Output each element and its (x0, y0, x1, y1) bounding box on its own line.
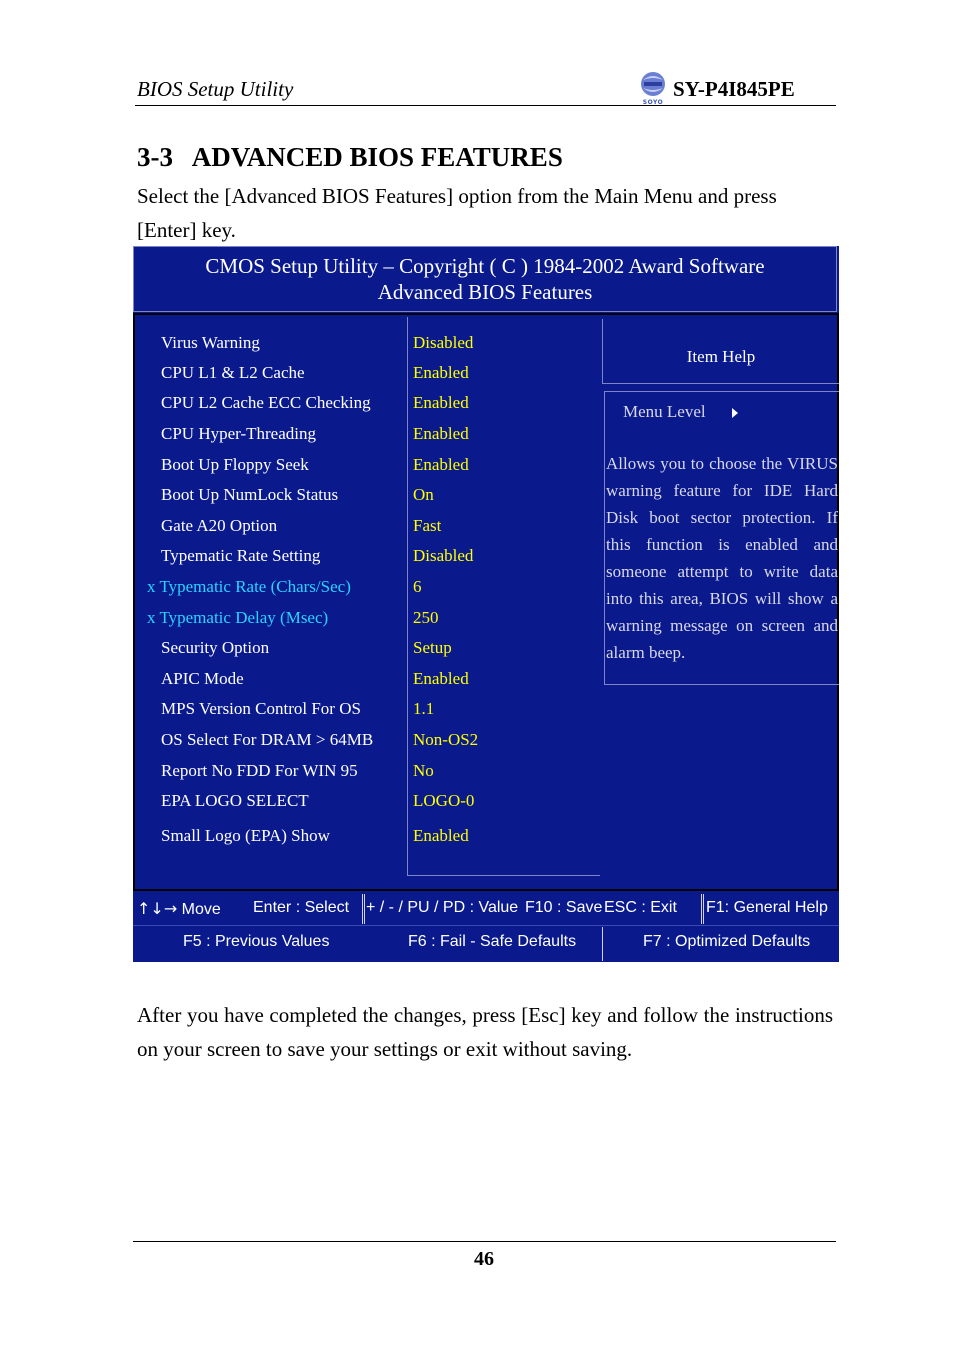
setting-label: Boot Up NumLock Status (161, 485, 339, 504)
footer-divider (133, 1241, 836, 1242)
key-previous: F5 : Previous Values (183, 933, 330, 950)
setting-label: Typematic Rate Setting (161, 546, 321, 565)
bios-title-line1: CMOS Setup Utility – Copyright ( C ) 1984-2002 Award Software (205, 254, 765, 278)
setting-label: MPS Version Control For OS (161, 699, 361, 718)
setting-row[interactable] (135, 511, 595, 541)
setting-value[interactable]: Disabled (413, 333, 474, 352)
setting-row[interactable] (135, 358, 595, 388)
setting-value[interactable]: Setup (413, 638, 452, 657)
logo-text: SOYO (642, 99, 664, 106)
setting-label: APIC Mode (161, 669, 244, 688)
setting-value[interactable]: Enabled (413, 826, 469, 845)
key-enter: Enter : Select (253, 899, 350, 916)
setting-row[interactable] (135, 694, 595, 724)
key-divider (364, 894, 365, 924)
key-divider (362, 894, 363, 924)
key-failsafe: F6 : Fail - Safe Defaults (408, 933, 577, 950)
setting-value[interactable]: Enabled (413, 363, 469, 382)
model-name: SY-P4I845PE (673, 76, 795, 101)
setting-row[interactable] (135, 821, 595, 851)
bios-title-bar (133, 246, 837, 312)
setting-row[interactable] (135, 603, 595, 633)
setting-value[interactable]: Enabled (413, 669, 469, 688)
setting-label: x Typematic Delay (Msec) (147, 608, 329, 627)
bios-title-line2: Advanced BIOS Features (377, 280, 593, 304)
setting-label: OS Select For DRAM > 64MB (161, 730, 374, 749)
item-help-body (604, 391, 839, 685)
setting-value[interactable]: Non-OS2 (413, 730, 479, 749)
header-divider (135, 105, 836, 106)
key-exit: ESC : Exit (604, 899, 677, 916)
key-save: F10 : Save (525, 899, 603, 916)
setting-row[interactable] (135, 419, 595, 449)
setting-row[interactable] (135, 664, 595, 694)
setting-label: CPU L1 & L2 Cache (161, 363, 305, 382)
header-brand (637, 70, 795, 104)
intro-paragraph: Select the [Advanced BIOS Features] option from the Main Menu and press [Enter] key. (137, 184, 777, 242)
setting-label: Virus Warning (161, 333, 260, 352)
setting-value[interactable]: No (413, 761, 434, 780)
page-number: 46 (474, 1248, 494, 1270)
setting-value[interactable]: 6 (413, 577, 422, 596)
setting-row[interactable] (135, 633, 595, 663)
setting-label: Security Option (161, 638, 270, 657)
key-move-label: Move (181, 901, 221, 918)
setting-value[interactable]: On (413, 485, 434, 504)
setting-label: Boot Up Floppy Seek (161, 455, 309, 474)
menu-level (623, 402, 738, 422)
setting-value[interactable]: Enabled (413, 393, 469, 412)
setting-row[interactable] (135, 572, 595, 602)
key-move (137, 899, 221, 919)
key-optimized: F7 : Optimized Defaults (643, 933, 811, 950)
setting-label: CPU Hyper-Threading (161, 424, 316, 443)
key-divider (703, 894, 704, 924)
bios-screen (133, 246, 839, 962)
setting-row[interactable] (135, 388, 595, 418)
menu-level-arrow-icon (732, 408, 738, 418)
setting-label: Report No FDD For WIN 95 (161, 761, 358, 780)
key-value: + / - / PU / PD : Value (366, 899, 519, 916)
key-help: F1: General Help (706, 899, 828, 916)
setting-row[interactable] (135, 328, 595, 358)
item-help-title: Item Help (602, 319, 839, 384)
setting-label: x Typematic Rate (Chars/Sec) (147, 577, 351, 596)
setting-value[interactable]: Enabled (413, 455, 469, 474)
menu-level-label: Menu Level (623, 402, 706, 421)
soyo-logo (637, 70, 669, 104)
section-title: 3-3 ADVANCED BIOS FEATURES (137, 142, 563, 172)
setting-row[interactable] (135, 756, 595, 786)
header-title: BIOS Setup Utility (137, 77, 294, 101)
setting-value[interactable]: 1.1 (413, 699, 435, 718)
closing-paragraph: After you have completed the changes, press [Esc] key and follow the instructions on your screen to save your settings or exit without saving. (137, 1003, 833, 1061)
key-divider (602, 927, 603, 961)
setting-value[interactable]: 250 (413, 608, 439, 627)
setting-value[interactable]: LOGO-0 (413, 791, 475, 810)
legend-divider (133, 925, 839, 926)
item-help-text: Allows you to choose the VIRUS warning feature for IDE Hard Disk boot sector protection. If this function is enabled and someone attempt to write data into this area, BIOS will show a warning message on screen and alarm beep. (606, 454, 838, 662)
setting-label: Gate A20 Option (161, 516, 278, 535)
setting-value[interactable]: Enabled (413, 424, 469, 443)
setting-label: Small Logo (EPA) Show (161, 826, 330, 845)
setting-row[interactable] (135, 450, 595, 480)
setting-value[interactable]: Disabled (413, 546, 474, 565)
setting-value[interactable]: Fast (413, 516, 442, 535)
key-divider (701, 894, 702, 924)
arrow-keys-icon: ↑↓→ (137, 899, 178, 918)
setting-row[interactable] (135, 786, 595, 816)
setting-label: EPA LOGO SELECT (161, 791, 309, 810)
setting-row[interactable] (135, 480, 595, 510)
bios-key-legend (133, 891, 839, 962)
setting-row[interactable] (135, 725, 595, 755)
setting-label: CPU L2 Cache ECC Checking (161, 393, 371, 412)
setting-row[interactable] (135, 541, 595, 571)
item-help-panel (602, 315, 841, 889)
bios-settings-panel (133, 313, 839, 891)
